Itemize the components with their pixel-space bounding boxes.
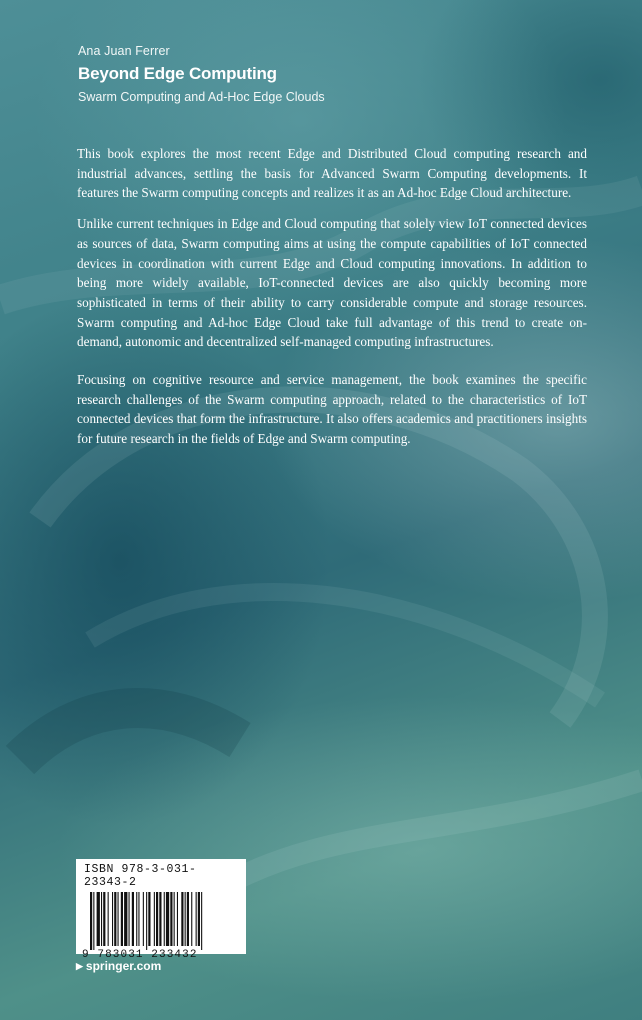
book-title: Beyond Edge Computing <box>78 64 277 83</box>
barcode-bar <box>103 892 105 946</box>
arrow-right-icon: ▶ <box>76 960 83 971</box>
barcode-bar <box>187 892 189 946</box>
barcode-bar <box>129 892 130 946</box>
barcode-bar <box>138 892 139 946</box>
barcode-bar <box>156 892 158 946</box>
barcode-bar <box>101 892 102 946</box>
barcode-bar <box>177 892 178 946</box>
author-name: Ana Juan Ferrer <box>78 44 170 58</box>
barcode-bar <box>93 892 94 950</box>
isbn-label: ISBN 978-3-031-23343-2 <box>84 863 197 889</box>
barcode-bar <box>196 892 197 946</box>
barcode-bars <box>82 892 240 950</box>
barcode-bar <box>112 892 113 946</box>
publisher-link[interactable] <box>76 959 161 973</box>
barcode-bar <box>174 892 175 946</box>
publisher-url: springer.com <box>85 959 162 973</box>
barcode-bar <box>201 892 202 950</box>
barcode-bar <box>159 892 161 946</box>
barcode-bar <box>164 892 165 946</box>
barcode-bar <box>198 892 200 946</box>
barcode-bar <box>181 892 183 946</box>
cover-header <box>78 44 598 104</box>
barcode-bar <box>108 892 109 946</box>
barcode-bar <box>146 892 147 950</box>
barcode-bar <box>148 892 150 946</box>
isbn-barcode <box>76 859 246 961</box>
barcode-digits: 9 783031 233432 <box>82 949 198 961</box>
barcode-bar <box>97 892 100 946</box>
barcode-bar <box>136 892 137 946</box>
barcode-bar <box>124 892 127 946</box>
barcode-bar <box>118 892 119 946</box>
blurb-paragraph: Focusing on cognitive resource and service management, the book examines the specific research challenges of the Swarm computing approach, related to the characteristics of IoT connected devices that form the infrastructure. It also offers academics and practitioners insights for future research in the fields of Edge and Swarm computing. <box>77 372 587 447</box>
barcode-bar <box>143 892 144 946</box>
barcode-bar <box>132 892 134 946</box>
book-subtitle: Swarm Computing and Ad-Hoc Edge Clouds <box>78 90 325 104</box>
blurb-paragraph: This book explores the most recent Edge and Distributed Cloud computing research and industrial advances, settling the basis for Advanced Swarm Computing developments. It features the Swarm computing concepts and realizes it as an Ad-hoc Edge Cloud architecture. <box>77 146 587 201</box>
barcode-bar <box>191 892 192 946</box>
barcode-bar <box>166 892 169 946</box>
barcode-bar <box>114 892 116 946</box>
barcode-bar <box>90 892 92 950</box>
barcode-bar <box>185 892 186 946</box>
barcode-bar <box>154 892 155 946</box>
back-cover-blurb <box>77 144 587 460</box>
blurb-paragraph: Unlike current techniques in Edge and Cloud computing that solely view IoT connected devices as sources of data, Swarm computing aims at using the compute capabilities of IoT connected devices in coordination with current Edge and Cloud computing innovations. In addition to being more widely available, IoT-connected devices are also quickly becoming more sophisticated in terms of their ability to carry considerable compute and storage resources. Swarm computing and Ad-hoc Edge Cloud take full advantage of this trend to create on-demand, autonomic and decentralized self-managed computing infrastructures. <box>77 216 587 350</box>
barcode-bar <box>121 892 123 946</box>
barcode-bar <box>170 892 172 946</box>
